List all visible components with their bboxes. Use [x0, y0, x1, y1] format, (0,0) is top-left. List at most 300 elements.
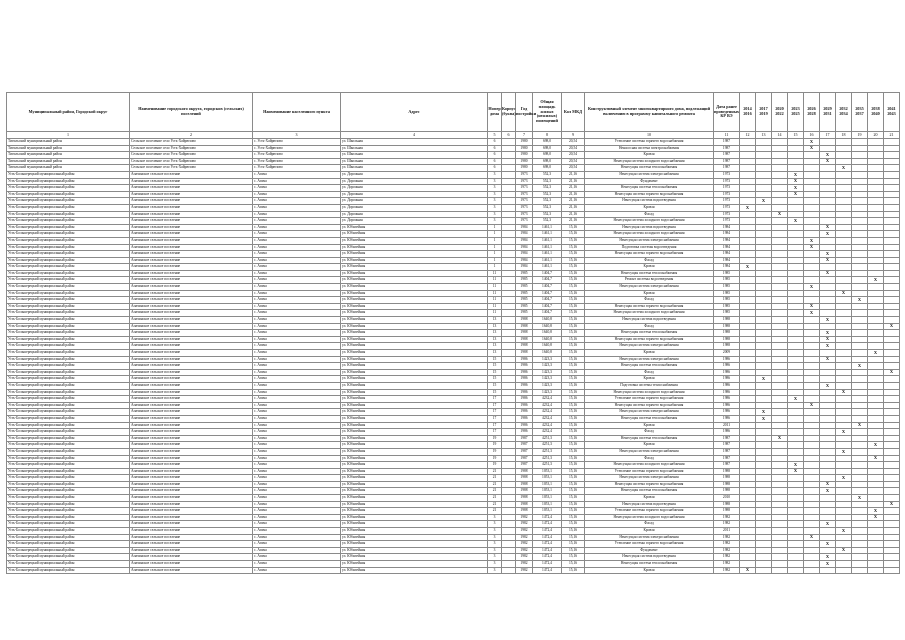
period-cell: [868, 422, 884, 429]
cell-district: Усть-Большерецкий муниципальный район: [7, 501, 130, 508]
cell-area: 1423,3: [533, 363, 562, 370]
cell-district: Усть-Большерецкий муниципальный район: [7, 310, 130, 317]
cell-mkd: 15,16: [562, 290, 585, 297]
cell-settlement: Сельское поселение село Усть-Хайрюзово: [130, 158, 253, 165]
period-cell: [804, 218, 820, 225]
period-cell: [772, 152, 788, 159]
period-cell: [852, 442, 868, 449]
cell-street: ул. Дорожная: [341, 191, 488, 198]
cell-element: Кровля: [585, 152, 714, 159]
period-cell: [852, 462, 868, 469]
cell-street: ул. Юбилейная: [341, 264, 488, 271]
period-cell: [820, 323, 836, 330]
cell-street: ул. Юбилейная: [341, 231, 488, 238]
period-cell: [852, 323, 868, 330]
cell-mkd: 15,16: [562, 244, 585, 251]
cell-locality: с. Апача: [253, 317, 341, 324]
cell-year: 1973: [516, 185, 533, 192]
period-cell: [820, 376, 836, 383]
cell-mkd: 15,16: [562, 336, 585, 343]
column-header: Наименование городского округа, городских (сельских) поселений: [130, 93, 253, 132]
period-cell: [772, 382, 788, 389]
period-cell: [836, 541, 852, 548]
period-cell: [740, 145, 756, 152]
cell-date: 1984: [714, 224, 740, 231]
period-cell: [804, 191, 820, 198]
cell-year: 1982: [516, 567, 533, 574]
cell-area: 1404,7: [533, 303, 562, 310]
cell-street: ул. Юбилейная: [341, 409, 488, 416]
cell-street: ул. Дорожная: [341, 204, 488, 211]
cell-mkd: 15,16: [562, 409, 585, 416]
period-cell: [756, 528, 772, 535]
period-cell: [756, 402, 772, 409]
cell-mkd: 15,16: [562, 547, 585, 554]
cell-house: 11: [488, 310, 502, 317]
period-cell: [756, 270, 772, 277]
cell-element: Ненесущая система водоотведения: [585, 224, 714, 231]
period-cell: [884, 495, 900, 502]
period-cell: [836, 198, 852, 205]
cell-building: [502, 521, 516, 528]
cell-area: 1461,1: [533, 224, 562, 231]
period-mark: X: [804, 237, 820, 244]
cell-year: 1982: [516, 528, 533, 535]
column-header: Муниципальный район, Городской округ: [7, 93, 130, 132]
cell-settlement: Апачинское сельское поселение: [130, 455, 253, 462]
period-cell: [740, 501, 756, 508]
period-cell: [884, 547, 900, 554]
cell-district: Усть-Большерецкий муниципальный район: [7, 528, 130, 535]
period-cell: [756, 303, 772, 310]
column-header: Адрес: [341, 93, 488, 132]
period-cell: [852, 224, 868, 231]
period-cell: [804, 350, 820, 357]
period-cell: [836, 270, 852, 277]
period-cell: [740, 231, 756, 238]
period-mark: X: [884, 323, 900, 330]
cell-district: Усть-Большерецкий муниципальный район: [7, 376, 130, 383]
period-cell: [804, 211, 820, 218]
period-cell: [836, 508, 852, 515]
table-row: [7, 547, 900, 554]
cell-date: 1986: [714, 356, 740, 363]
period-cell: [772, 317, 788, 324]
period-cell: [772, 178, 788, 185]
period-cell: [740, 369, 756, 376]
period-cell: [820, 422, 836, 429]
cell-building: [502, 402, 516, 409]
period-cell: [740, 211, 756, 218]
period-cell: [772, 290, 788, 297]
period-cell: [868, 330, 884, 337]
period-cell: [868, 303, 884, 310]
period-cell: [836, 323, 852, 330]
cell-element: Ненесущая система холодного водоснабжения: [585, 389, 714, 396]
table-row: [7, 297, 900, 304]
cell-building: [502, 284, 516, 291]
cell-settlement: Апачинское сельское поселение: [130, 171, 253, 178]
cell-year: 1986: [516, 415, 533, 422]
cell-locality: с. Апача: [253, 455, 341, 462]
period-cell: [804, 561, 820, 568]
cell-date: 1986: [714, 415, 740, 422]
cell-mkd: 15,16: [562, 514, 585, 521]
cell-date: 1984: [714, 251, 740, 258]
cell-street: ул. Юбилейная: [341, 541, 488, 548]
cell-street: ул. Школьная: [341, 158, 488, 165]
period-cell: [756, 541, 772, 548]
cell-mkd: 15,16: [562, 310, 585, 317]
period-cell: [804, 376, 820, 383]
period-cell: [820, 178, 836, 185]
cell-building: [502, 330, 516, 337]
table-row: [7, 284, 900, 291]
cell-area: 1053,1: [533, 495, 562, 502]
cell-area: 1053,1: [533, 481, 562, 488]
cell-mkd: 15,16: [562, 528, 585, 535]
cell-year: 1986: [516, 369, 533, 376]
table-row: [7, 382, 900, 389]
cell-locality: с. Апача: [253, 396, 341, 403]
period-cell: [836, 554, 852, 561]
period-cell: [740, 402, 756, 409]
period-cell: [868, 171, 884, 178]
cell-element: Кровля: [585, 495, 714, 502]
cell-element: Ненесущая система электроснабжения: [585, 171, 714, 178]
cell-settlement: Апачинское сельское поселение: [130, 251, 253, 258]
column-number: 8: [533, 132, 562, 139]
cell-district: Тигильский муниципальный район: [7, 158, 130, 165]
period-cell: [884, 481, 900, 488]
period-cell: [804, 547, 820, 554]
cell-area: 698,0: [533, 145, 562, 152]
period-cell: [756, 185, 772, 192]
period-cell: [788, 475, 804, 482]
period-cell: [820, 547, 836, 554]
cell-district: Тигильский муниципальный район: [7, 165, 130, 172]
period-cell: [868, 198, 884, 205]
cell-mkd: 15,16: [562, 495, 585, 502]
table-row: [7, 514, 900, 521]
cell-year: 1980: [516, 152, 533, 159]
period-cell: [820, 369, 836, 376]
cell-date: 1985: [714, 303, 740, 310]
cell-settlement: Апачинское сельское поселение: [130, 211, 253, 218]
cell-house: 3: [488, 541, 502, 548]
cell-date: 1973: [714, 185, 740, 192]
period-cell: [836, 257, 852, 264]
cell-house: 19: [488, 435, 502, 442]
cell-house: 21: [488, 501, 502, 508]
period-cell: [740, 376, 756, 383]
cell-building: [502, 435, 516, 442]
period-cell: [788, 356, 804, 363]
period-cell: [820, 442, 836, 449]
period-mark: X: [868, 350, 884, 357]
cell-element: Кровля: [585, 528, 714, 535]
cell-house: 6: [488, 139, 502, 146]
cell-building: [502, 369, 516, 376]
period-cell: [852, 468, 868, 475]
cell-element: Фундамент: [585, 178, 714, 185]
cell-street: ул. Юбилейная: [341, 396, 488, 403]
cell-locality: с. Апача: [253, 356, 341, 363]
period-cell: [836, 244, 852, 251]
cell-mkd: 15,16: [562, 481, 585, 488]
period-cell: [836, 330, 852, 337]
cell-mkd: 15,16: [562, 382, 585, 389]
cell-element: Ненесущая система водоотведения: [585, 554, 714, 561]
period-mark: X: [820, 481, 836, 488]
period-cell: [772, 270, 788, 277]
cell-area: 1461,1: [533, 231, 562, 238]
period-cell: [836, 284, 852, 291]
table-row: [7, 270, 900, 277]
cell-settlement: Апачинское сельское поселение: [130, 481, 253, 488]
period-cell: [820, 290, 836, 297]
period-cell: [756, 481, 772, 488]
cell-house: 13: [488, 343, 502, 350]
column-number: 10: [585, 132, 714, 139]
period-cell: [868, 204, 884, 211]
period-cell: [788, 251, 804, 258]
period-cell: [788, 409, 804, 416]
period-cell: [772, 561, 788, 568]
period-cell: [868, 567, 884, 574]
cell-mkd: 15,16: [562, 330, 585, 337]
period-cell: [740, 158, 756, 165]
cell-mkd: 15,16: [562, 554, 585, 561]
period-cell: [820, 468, 836, 475]
period-cell: [884, 396, 900, 403]
period-cell: [852, 514, 868, 521]
cell-element: Кровля: [585, 350, 714, 357]
cell-year: 1982: [516, 561, 533, 568]
period-cell: [788, 442, 804, 449]
period-cell: [820, 435, 836, 442]
program-table: [6, 92, 900, 574]
period-cell: [740, 462, 756, 469]
period-cell: [868, 356, 884, 363]
period-cell: [756, 310, 772, 317]
cell-district: Усть-Большерецкий муниципальный район: [7, 284, 130, 291]
period-cell: [804, 481, 820, 488]
cell-area: 552,3: [533, 178, 562, 185]
cell-house: 13: [488, 317, 502, 324]
cell-building: [502, 554, 516, 561]
period-cell: [852, 501, 868, 508]
cell-district: Усть-Большерецкий муниципальный район: [7, 567, 130, 574]
cell-mkd: 15,16: [562, 402, 585, 409]
period-cell: [788, 567, 804, 574]
cell-year: 1986: [516, 429, 533, 436]
table-row: [7, 475, 900, 482]
cell-mkd: 20,54: [562, 152, 585, 159]
column-number: 9: [562, 132, 585, 139]
period-cell: [740, 429, 756, 436]
cell-date: 1988: [714, 475, 740, 482]
period-cell: [772, 297, 788, 304]
cell-date: 1985: [714, 290, 740, 297]
period-cell: [740, 475, 756, 482]
period-cell: [820, 284, 836, 291]
table-row: [7, 264, 900, 271]
period-cell: [836, 435, 852, 442]
period-mark: X: [804, 145, 820, 152]
table-row: [7, 139, 900, 146]
period-cell: [804, 363, 820, 370]
period-cell: [804, 501, 820, 508]
period-cell: [868, 475, 884, 482]
period-mark: X: [820, 336, 836, 343]
period-cell: [788, 145, 804, 152]
period-cell: [820, 171, 836, 178]
table-row: [7, 376, 900, 383]
cell-mkd: 15,16: [562, 508, 585, 515]
period-cell: [836, 455, 852, 462]
cell-element: Утепление системы горячего водоснабжения: [585, 508, 714, 515]
cell-settlement: Апачинское сельское поселение: [130, 382, 253, 389]
cell-house: 13: [488, 336, 502, 343]
cell-house: 21: [488, 475, 502, 482]
period-cell: [772, 369, 788, 376]
cell-house: 19: [488, 442, 502, 449]
cell-area: 1472,4: [533, 514, 562, 521]
cell-element: Фасад: [585, 211, 714, 218]
cell-street: ул. Юбилейная: [341, 376, 488, 383]
period-cell: [868, 139, 884, 146]
cell-settlement: Апачинское сельское поселение: [130, 178, 253, 185]
cell-locality: с. Апача: [253, 251, 341, 258]
cell-settlement: Апачинское сельское поселение: [130, 264, 253, 271]
cell-house: 1: [488, 264, 502, 271]
period-mark: X: [804, 284, 820, 291]
cell-building: [502, 561, 516, 568]
period-cell: [740, 303, 756, 310]
cell-mkd: 15,16: [562, 317, 585, 324]
cell-mkd: 15,16: [562, 270, 585, 277]
period-cell: [804, 257, 820, 264]
cell-year: 1984: [516, 244, 533, 251]
table-row: [7, 145, 900, 152]
period-cell: [772, 310, 788, 317]
period-mark: X: [836, 389, 852, 396]
cell-date: 1987: [714, 145, 740, 152]
cell-building: [502, 323, 516, 330]
period-mark: X: [820, 561, 836, 568]
period-cell: [820, 396, 836, 403]
cell-district: Усть-Большерецкий муниципальный район: [7, 462, 130, 469]
cell-settlement: Апачинское сельское поселение: [130, 336, 253, 343]
cell-street: ул. Юбилейная: [341, 350, 488, 357]
period-cell: [772, 224, 788, 231]
cell-area: 1404,7: [533, 270, 562, 277]
cell-year: 1988: [516, 336, 533, 343]
cell-building: [502, 178, 516, 185]
cell-building: [502, 415, 516, 422]
cell-year: 1988: [516, 343, 533, 350]
cell-mkd: 15,16: [562, 224, 585, 231]
period-cell: [836, 567, 852, 574]
cell-house: 17: [488, 396, 502, 403]
cell-district: Усть-Большерецкий муниципальный район: [7, 396, 130, 403]
cell-street: ул. Юбилейная: [341, 237, 488, 244]
cell-street: ул. Юбилейная: [341, 481, 488, 488]
period-cell: [772, 231, 788, 238]
period-cell: [756, 211, 772, 218]
cell-element: Ненесущая система электроснабжения: [585, 534, 714, 541]
cell-element: Ненесущая система холодного водоснабжения: [585, 158, 714, 165]
period-cell: [804, 415, 820, 422]
column-number: 19: [852, 132, 868, 139]
cell-district: Усть-Большерецкий муниципальный район: [7, 554, 130, 561]
cell-house: 13: [488, 350, 502, 357]
period-cell: [852, 356, 868, 363]
period-cell: [884, 448, 900, 455]
period-cell: [756, 547, 772, 554]
column-number: 13: [756, 132, 772, 139]
period-cell: [852, 264, 868, 271]
cell-locality: с. Апача: [253, 382, 341, 389]
cell-locality: с. Апача: [253, 290, 341, 297]
cell-area: 4251,3: [533, 442, 562, 449]
period-cell: [836, 501, 852, 508]
period-cell: [756, 514, 772, 521]
cell-settlement: Апачинское сельское поселение: [130, 402, 253, 409]
cell-house: 15: [488, 382, 502, 389]
period-mark: X: [868, 455, 884, 462]
cell-element: Ненесущая система горячего водоснабжения: [585, 481, 714, 488]
period-cell: [884, 508, 900, 515]
cell-area: 1423,3: [533, 376, 562, 383]
cell-street: ул. Юбилейная: [341, 508, 488, 515]
period-cell: [884, 257, 900, 264]
period-cell: [884, 363, 900, 370]
period-cell: [804, 185, 820, 192]
cell-district: Усть-Большерецкий муниципальный район: [7, 495, 130, 502]
cell-mkd: 15,16: [562, 369, 585, 376]
cell-mkd: 15,16: [562, 376, 585, 383]
cell-mkd: 21,16: [562, 171, 585, 178]
cell-building: [502, 336, 516, 343]
cell-street: ул. Школьная: [341, 165, 488, 172]
period-cell: [884, 310, 900, 317]
period-cell: [772, 488, 788, 495]
cell-house: 3: [488, 178, 502, 185]
period-mark: X: [788, 396, 804, 403]
period-cell: [756, 290, 772, 297]
period-cell: [820, 409, 836, 416]
period-cell: [884, 237, 900, 244]
period-cell: [868, 501, 884, 508]
cell-date: 1985: [714, 297, 740, 304]
period-cell: [884, 191, 900, 198]
period-cell: [772, 257, 788, 264]
period-cell: [852, 251, 868, 258]
period-cell: [756, 561, 772, 568]
cell-building: [502, 270, 516, 277]
period-cell: [852, 178, 868, 185]
cell-locality: с. Апача: [253, 310, 341, 317]
period-cell: [772, 218, 788, 225]
cell-year: 1973: [516, 191, 533, 198]
cell-mkd: 15,16: [562, 251, 585, 258]
cell-locality: с. Апача: [253, 415, 341, 422]
cell-element: Ненесущая система горячего водоснабжения: [585, 336, 714, 343]
cell-year: 1986: [516, 409, 533, 416]
period-mark: X: [836, 475, 852, 482]
